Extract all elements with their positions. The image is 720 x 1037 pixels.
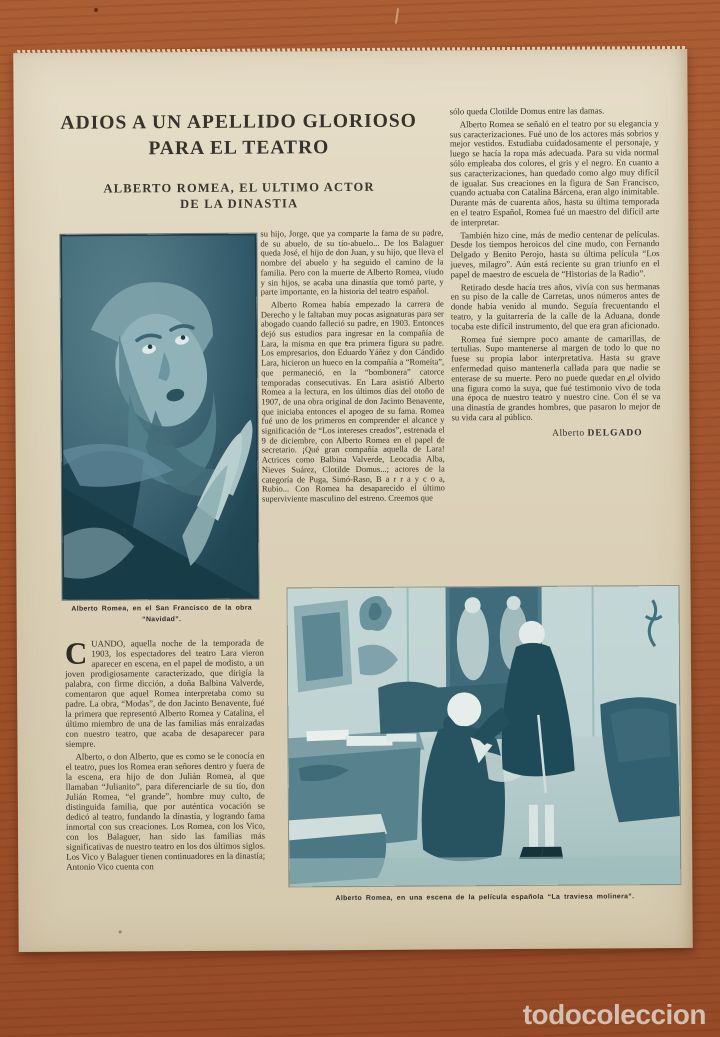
photo-san-francisco-image bbox=[60, 234, 258, 600]
background-scratch bbox=[395, 8, 399, 24]
byline bbox=[552, 429, 643, 439]
todocoleccion-watermark: todocoleccion bbox=[522, 999, 706, 1030]
photo-caption-2: Alberto Romea, en una escena de la película española “La traviesa molinera”. bbox=[335, 893, 635, 903]
article-title bbox=[54, 109, 424, 163]
title-line-1: ADIOS A UN APELLIDO GLORIOSO bbox=[60, 110, 417, 134]
background-speck bbox=[94, 8, 98, 12]
paragraph: Alberto Romea había empezado la carrera de Derecho y le faltaban muy pocas asignaturas para ser abogado cuando falleció su padre, en 1903. Entonces dejó sus estudios para ingresar en la compañía de Lara, la misma en que era primera figura su padre. Los empresarios, don Eduardo Yáñez y don Cándido Lara, hicieron un hueco en la compañía a “Romeíta”, que permaneció, en la “bombonera” catorce temporadas consecutivas. En Lara asistió Alberto Romea a la lectura, en los últimos días del otoño de 1907, de una obra original de don Jacinto Benavente, que iniciaba entonces el apogeo de su fama. Romea fué uno de los primeros en comprender el alcance y significación de “Los intereses creados”, estrenada el 9 de diciembre, con Alberto Romea en el papel de secretario. ¡Qué gran compañía aquella de Lara! Actrices como Balbina Valverde, Leocadia Alba, Nieves Suárez, Clotilde Domus...; actores de la categoría de Puga, Simó-Raso, B a r r a y c o a, Rubio... Con Romea ha desaparecido el último superviviente masculino del estreno. Creemos que bbox=[260, 298, 445, 504]
photo-caption-1: Alberto Romea, en el San Francisco de la obra “Navidad”. bbox=[71, 604, 252, 623]
paragraph-with-dropcap bbox=[64, 635, 265, 749]
photo-film-scene-image bbox=[288, 586, 681, 886]
drop-cap: C bbox=[64, 635, 88, 671]
subtitle-line-2: DE LA DINASTIA bbox=[180, 196, 299, 212]
column-left bbox=[64, 635, 266, 875]
column-right bbox=[450, 106, 661, 440]
photo-san-francisco bbox=[60, 234, 258, 600]
paragraph: Alberto, o don Alberto, que es como se le conocía en el teatro, pues los Romea eran señores dentro y fuera de la escena, era hijo de don Julián Romea, al que llamaban “Julianito”, para diferenciarle de su tío, don Julián Romea, “el grande”, hombre muy culto, de distinguida familia, que por auténtica vocación se dedicó al teatro, fundando la dinastía, y logrando fama inmortal con sus creaciones. Los Romea, con los Vico, con los Balaguer, han sido las familias más significativas de nuestro teatro en los dos últimos siglos. Los Vico y Balaguer tienen continuadores en la dinastía; Antonio Vico cuenta con bbox=[65, 750, 266, 872]
paragraph: su hijo, Jorge, que ya comparte la fama de su padre, de su abuelo, de su tío-abuelo... De los Balaguer queda José, el hijo de don Juan, y su hijo, que lleva el nombre del abuelo y ha seguido el camino de la familia. Pero con la muerte de Alberto Romea, viudo y sin hijos, se acaba una dinastía que tomó parte, y parte importante, en la historia del teatro español. bbox=[260, 227, 444, 297]
article-subtitle bbox=[74, 179, 404, 213]
paragraph: Alberto Romea se señaló en el teatro por su elegancia y sus caracterizaciones. Fué uno de los actores más sobrios y mejor vestidos. Estudiaba cuidadosamente el personaje, y luego se hacía la ropa más adecuada. Para su vida normal sólo empleaba dos colores, el gris y el negro. En cuanto a sus caracterizaciones, han quedado como algo muy difícil de igualar. Sus creaciones en la figura de San Francisco, cuando actuaba con Catalina Bárcena, eran algo inimitable. Durante más de cuarenta años, hasta su última temporada en el teatro Español, Romea fué un maestro del difícil arte de interpretar. bbox=[449, 117, 660, 228]
title-line-2: PARA EL TEATRO bbox=[148, 137, 330, 160]
column-middle bbox=[260, 228, 445, 507]
paragraph: Retirado desde hacía tres años, vivía con sus hermanas en su piso de la calle de Carretas, unos números antes de donde había venido al mundo. Seguía frecuentando el teatro, y la guitarrería de la calle de la Aduana, donde tocaba este difícil instrumento, del que era gran aficionado. bbox=[450, 280, 660, 332]
paragraph-text: UANDO, aquella noche de la temporada de 1903, los espectadores del teatro Lara vieron aparecer en escena, en el papel de modisto, a un joven prodigiosamente caracterizado, que dirigía la palabra, con firme dicción, a doña Balbina Valverde, comentaron que aquel Romea interpretaba como su padre. La obra, “Modas”, de don Jacinto Benavente, fué la primera que representó Alberto Romea y Catalina, el último miembro de una de las familias más enraizadas con nuestro teatro, que acaba de desaparecer para siempre. bbox=[65, 637, 265, 749]
byline-surname: DELGADO bbox=[587, 427, 643, 439]
paragraph: sólo queda Clotilde Domus entre las damas. bbox=[449, 105, 605, 117]
paragraph: Romea fué siempre poco amante de camarillas, de tertulias. Supo mantenerse al margen de todo lo que no fuese su propia labor interpretativa. Hasta su grave enfermedad quiso mantenerla callada para que nadie se enterase de su muerte. Pero no puede quedar en el olvido una figura como la suya, que fué testimonio vivo de toda una época de nuestro teatro y nuestro cine. Con él se va una dinastía de grandes hombres, que pasaron lo mejor de su vida cara al público. bbox=[451, 332, 661, 423]
subtitle-line-1: ALBERTO ROMEA, EL ULTIMO ACTOR bbox=[103, 179, 375, 196]
photo-film-scene bbox=[288, 586, 681, 886]
paper-speck bbox=[119, 930, 122, 933]
byline-first-name: Alberto bbox=[552, 428, 585, 439]
paragraph: También hizo cine, más de medio centenar de películas. Desde los tiempos heroicos del cine mudo, con Fernando Delgado y Benito Perojo, hasta su última película “Los jueves, milagro”. Aún está reciente su gran triunfo en el papel de maestro de escuela de “Historias de la Radio”. bbox=[450, 228, 660, 280]
newspaper-page bbox=[13, 49, 692, 952]
